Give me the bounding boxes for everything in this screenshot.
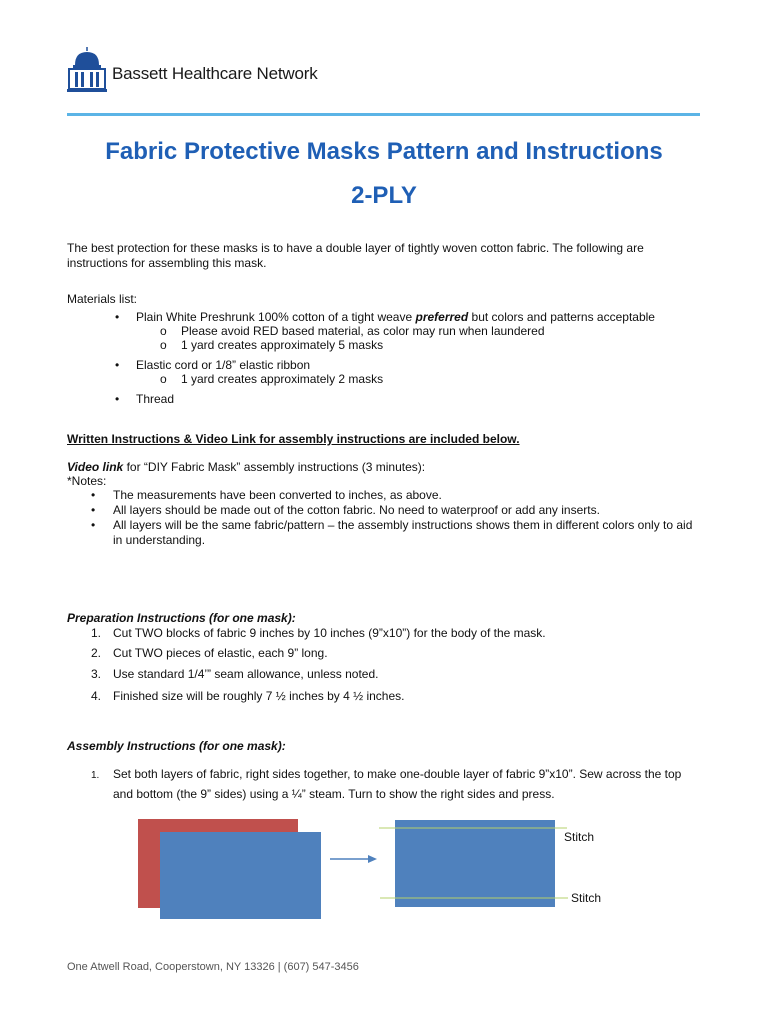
intro-line-2: instructions for assembling this mask. — [67, 256, 267, 270]
assembly-step-1-line-2: and bottom (the 9” sides) using a ¼” steam. Turn to show the right sides and press. — [113, 787, 555, 801]
fabric-diagram — [0, 810, 768, 930]
sub-bullet-icon: o — [160, 372, 167, 386]
bullet-icon: • — [91, 503, 96, 517]
building-dome-icon — [67, 45, 107, 93]
prep-step-number: 2. — [91, 646, 102, 660]
note-3-line-1: All layers will be the same fabric/pattern – the assembly instructions shows them in different colors only to aid — [113, 518, 693, 532]
bullet-icon: • — [115, 358, 120, 372]
material-item-1-sub-1: Please avoid RED based material, as color may run when laundered — [181, 324, 545, 338]
material-item-2: Elastic cord or 1/8” elastic ribbon — [136, 358, 311, 372]
prep-step-number: 3. — [91, 667, 102, 681]
bullet-icon: • — [91, 518, 96, 532]
prep-step-2: Cut TWO pieces of elastic, each 9” long. — [113, 646, 328, 660]
prep-step-number: 1. — [91, 626, 102, 640]
footer-address: One Atwell Road, Cooperstown, NY 13326 | (607) 547-3456 — [67, 961, 359, 973]
prep-step-number: 4. — [91, 689, 102, 703]
note-2: All layers should be made out of the cotton fabric. No need to waterproof or add any inserts. — [113, 503, 600, 517]
video-line: Video link for “DIY Fabric Mask” assembly instructions (3 minutes): — [67, 460, 426, 474]
materials-heading: Materials list: — [67, 292, 138, 306]
material-item-2-sub-1: 1 yard creates approximately 2 masks — [181, 372, 384, 386]
sub-bullet-icon: o — [160, 324, 167, 338]
fabric-layer-front — [160, 832, 321, 919]
material-item-1: Plain White Preshrunk 100% cotton of a tight weave preferred but colors and patterns acceptable — [136, 310, 655, 324]
video-link[interactable]: Video link — [67, 460, 124, 474]
bullet-icon: • — [91, 488, 96, 502]
material-item-3: Thread — [136, 392, 175, 406]
prep-step-1: Cut TWO blocks of fabric 9 inches by 10 inches (9”x10”) for the body of the mask. — [113, 626, 546, 640]
assembly-step-1-line-1: Set both layers of fabric, right sides together, to make one-double layer of fabric 9”x10”. Sew across the top — [113, 767, 682, 781]
assembly-heading: Assembly Instructions (for one mask): — [67, 739, 286, 753]
stitch-label-top: Stitch — [564, 830, 595, 844]
page-title: Fabric Protective Masks Pattern and Instructions — [105, 138, 663, 165]
material-item-1-sub-2: 1 yard creates approximately 5 masks — [181, 338, 384, 352]
intro-line-1: The best protection for these masks is to have a double layer of tightly woven cotton fabric. The following are — [67, 241, 644, 255]
bullet-icon: • — [115, 310, 120, 324]
bullet-icon: • — [115, 392, 120, 406]
prep-step-3: Use standard 1/4’” seam allowance, unless noted. — [113, 667, 379, 681]
header-rule — [67, 113, 700, 116]
note-3-line-2: in understanding. — [113, 533, 206, 547]
stitch-label-bottom: Stitch — [571, 891, 602, 905]
sub-bullet-icon: o — [160, 338, 167, 352]
page-subtitle: 2-PLY — [351, 182, 417, 209]
notes-heading: *Notes: — [67, 474, 107, 488]
assembly-step-number: 1. — [91, 770, 100, 781]
arrow-right-icon — [368, 855, 377, 863]
preparation-heading: Preparation Instructions (for one mask): — [67, 611, 296, 625]
prep-step-4: Finished size will be roughly 7 ½ inches by 4 ½ inches. — [113, 689, 405, 703]
brand-name: Bassett Healthcare Network — [112, 64, 318, 83]
written-instructions-heading: Written Instructions & Video Link for assembly instructions are included below. — [67, 432, 520, 446]
sewn-fabric — [395, 820, 555, 907]
note-1: The measurements have been converted to inches, as above. — [113, 488, 442, 502]
